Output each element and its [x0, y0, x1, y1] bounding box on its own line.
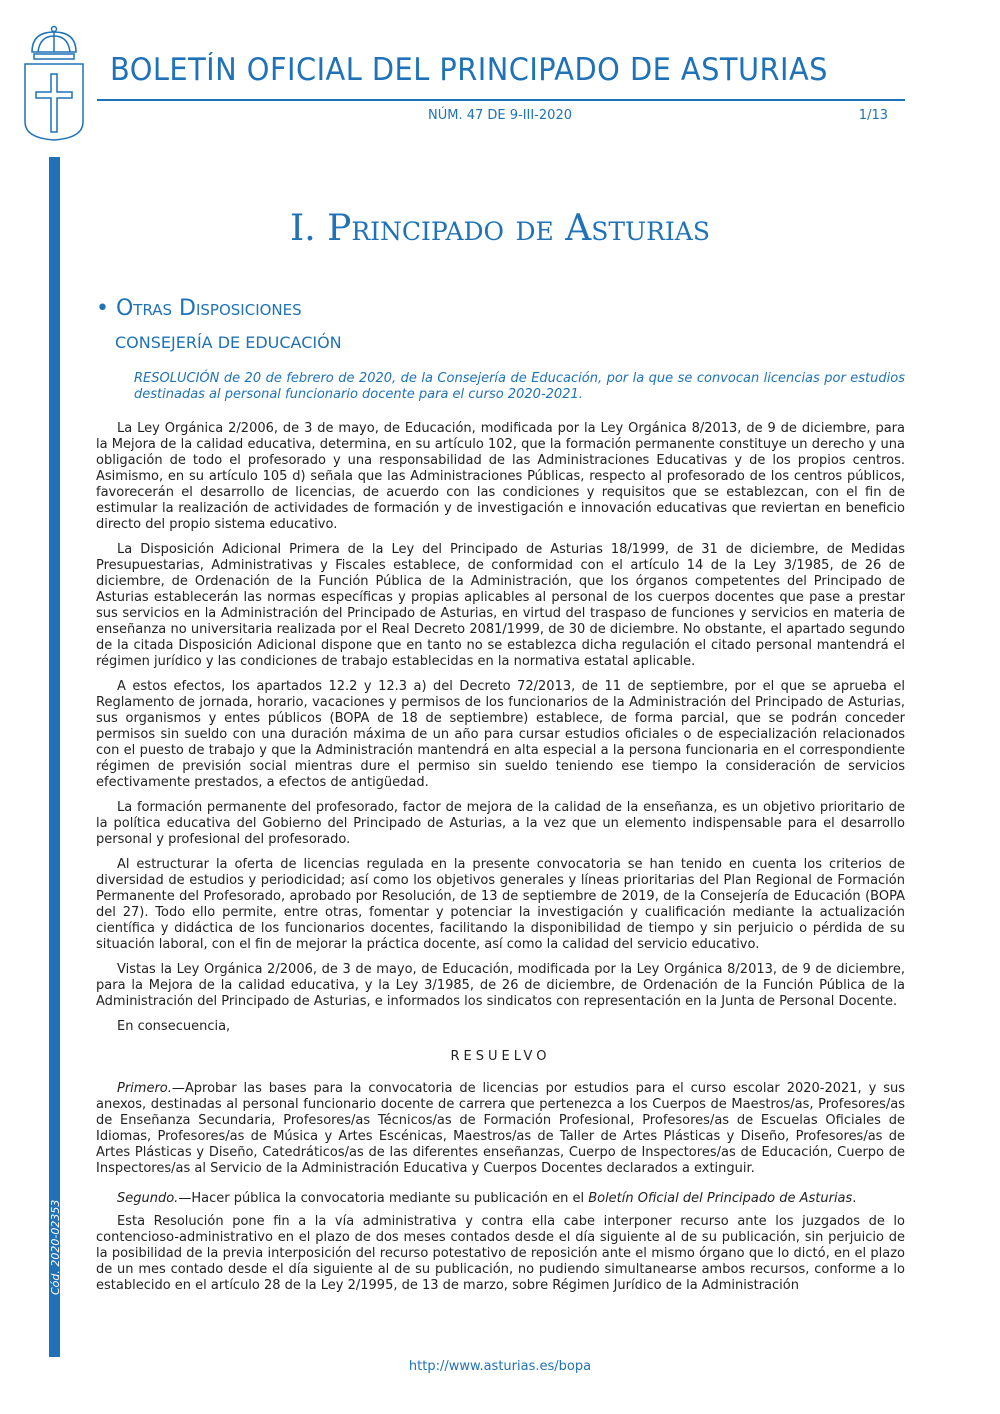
final-paragraph: Esta Resolución pone fin a la vía administrativa y contra ella cabe interponer recurso ante los juzgados de lo contencioso-administrativo en el plazo de dos meses contados desde el día siguiente al de su publicación, sin perjuicio de la posibilidad de la previa interposición del recurso potestativo de reposición ante el mismo órgano que lo dictó, en el plazo de un mes contado desde el día siguiente al de su publicación, no pudiendo simultanearse ambos recursos, conforme a lo establecido en el artículo 28 de la Ley 2/1995, de 13 de marzo, sobre Régimen Jurídico de la Administración	[96, 1214, 905, 1293]
primero-label: Primero.—	[117, 1081, 185, 1096]
resuelvo-heading: RESUELVO	[450, 1049, 551, 1064]
header-rule	[97, 99, 905, 101]
paragraph: Vistas la Ley Orgánica 2/2006, de 3 de mayo, de Educación, modificada por la Ley Orgánica 8/2013, de 9 de diciembre, para la Mejora de la calidad educativa, y la Ley 3/1985, de 26 de diciembre, de Ordenación de la Función Pública de la Administración del Principado de Asturias, e informados los sindicatos con representación en la Junta de Personal Docente.	[96, 962, 905, 1009]
paragraph: Al estructurar la oferta de licencias regulada en la presente convocatoria se han tenido en cuenta los criterios de diversidad de estudios y periodicidad; así como los objetivos generales y líneas prioritarias del Plan Regional de Formación Permanente del Profesorado, aprobado por Resolución, de 13 de septiembre de 2019, de la Consejería de Educación (BOPA del 27). Todo ello permite, entre otras, fomentar y potenciar la investigación y cualificación mediante la actualización científica y didáctica de los funcionarios docentes, facilitando la disponibilidad de tiempo y sin perjuicio o pérdida de su situación laboral, con el fin de mejorar la práctica docente, así como la calidad del servicio educativo.	[96, 857, 905, 952]
primero-paragraph	[96, 1081, 905, 1177]
paragraph: En consecuencia,	[117, 1019, 231, 1034]
primero-text: Aprobar las bases para la convocatoria de licencias por estudios para el curso escolar 2020-2021, y sus anexos, destinadas al personal funcionario docente de carrera que pertenezca a los Cuerpos de Maestros/as, Profesores/as de Enseñanza Secundaria, Profesores/as Técnicos/as de Formación Profesional, Profesores/as de Escuelas Oficiales de Idiomas, Profesores/as de Música y Artes Escénicas, Maestros/as de Taller de Artes Plásticas y Diseño, Profesores/as de Artes Plásticas y Diseño, Catedráticos/as de las diferentes enseñanzas, Cuerpo de Inspectores/as de Educación, Cuerpo de Inspectores/as al Servicio de la Administración Educativa y Cuerpos Docentes declarados a extinguir.	[96, 1081, 905, 1176]
document-code: Cód. 2020-02353	[49, 1199, 62, 1295]
paragraph: A estos efectos, los apartados 12.2 y 12.3 a) del Decreto 72/2013, de 11 de septiembre, por el que se aprueba el Reglamento de jornada, horario, vacaciones y permisos de los funcionarios de la Administración del Principado de Asturias, sus organismos y entes públicos (BOPA de 18 de septiembre) establece, de forma parcial, que se podrán conceder permisos sin sueldo con una duración máxima de un año para cursar estudios oficiales o de especialización relacionados con el puesto de trabajo y que la Administración mantendrá en alta especial a la persona funcionaria en el correspondiente régimen de previsión social mientras dure el permiso sin sueldo teniendo ese tiempo la consideración de servicios efectivamente prestados, a efectos de antigüedad.	[96, 679, 905, 790]
section-title: I. Principado de Asturias	[290, 208, 710, 249]
department-name: CONSEJERÍA DE EDUCACIÓN	[115, 333, 342, 352]
bulletin-title: BOLETÍN OFICIAL DEL PRINCIPADO DE ASTURIAS	[110, 52, 828, 88]
segundo-label: Segundo.—	[117, 1191, 192, 1206]
asturias-crest-logo	[22, 24, 86, 142]
paragraph: La Ley Orgánica 2/2006, de 3 de mayo, de Educación, modificada por la Ley Orgánica 8/2013, de 9 de diciembre, para la Mejora de la calidad educativa, determina, en su artículo 102, que la formación permanente constituye un derecho y una obligación de todo el profesorado y una responsabilidad de las Administraciones Educativas y de los propios centros. Asimismo, en su artículo 105 d) señala que las Administraciones Públicas, respecto al profesorado de los centros públicos, favorecerán el desarrollo de licencias, de acuerdo con las condiciones y requisitos que se establezcan, con el fin de estimular la realización de actividades de formación y de investigación e innovación educativas que reviertan en beneficio directo del propio sistema educativo.	[96, 421, 905, 532]
document-body	[96, 421, 905, 1303]
paragraph: La Disposición Adicional Primera de la Ley del Principado de Asturias 18/1999, de 31 de diciembre, de Medidas Presupuestarias, Administrativas y Fiscales establece, de conformidad con el artículo 14 de la Ley 3/1985, de 26 de diciembre, de Ordenación de la Función Pública de la Administración, que los órganos competentes del Principado de Asturias establecerán las normas específicas y propias aplicables al personal de los cuerpos docentes que pase a prestar sus servicios en la Administración del Principado de Asturias, en virtud del traspaso de funciones y servicios en materia de enseñanza no universitaria realizada por el Real Decreto 2081/1999, de 30 de diciembre. No obstante, el apartado segundo de la citada Disposición Adicional dispone que en tanto no se establezca dicha regulación el citado personal mantendrá el régimen jurídico y las condiciones de trabajo establecidas en la normativa estatal aplicable.	[96, 542, 905, 669]
footer-url-link[interactable]: http://www.asturias.es/bopa	[408, 1359, 592, 1374]
subsection-title: • Otras Disposiciones	[96, 296, 302, 321]
side-bar	[49, 157, 60, 1357]
issue-number: NÚM. 47 DE 9-III-2020	[428, 108, 572, 123]
segundo-paragraph	[96, 1191, 905, 1207]
segundo-text: Hacer pública la convocatoria mediante su publicación en el	[191, 1191, 589, 1206]
segundo-end: .	[852, 1191, 857, 1206]
resolution-title: RESOLUCIÓN de 20 de febrero de 2020, de la Consejería de Educación, por la que se convocan licencias por estudios destinadas al personal funcionario docente para el curso 2020-2021.	[134, 371, 905, 402]
paragraph: La formación permanente del profesorado, factor de mejora de la calidad de la enseñanza, es un objetivo prioritario de la política educativa del Gobierno del Principado de Asturias, a la vez que un elemento indispensable para el desarrollo personal y profesional del profesorado.	[96, 800, 905, 847]
bulletin-name: Boletín Oficial del Principado de Asturias	[588, 1191, 853, 1206]
page-number: 1/13	[858, 108, 888, 123]
